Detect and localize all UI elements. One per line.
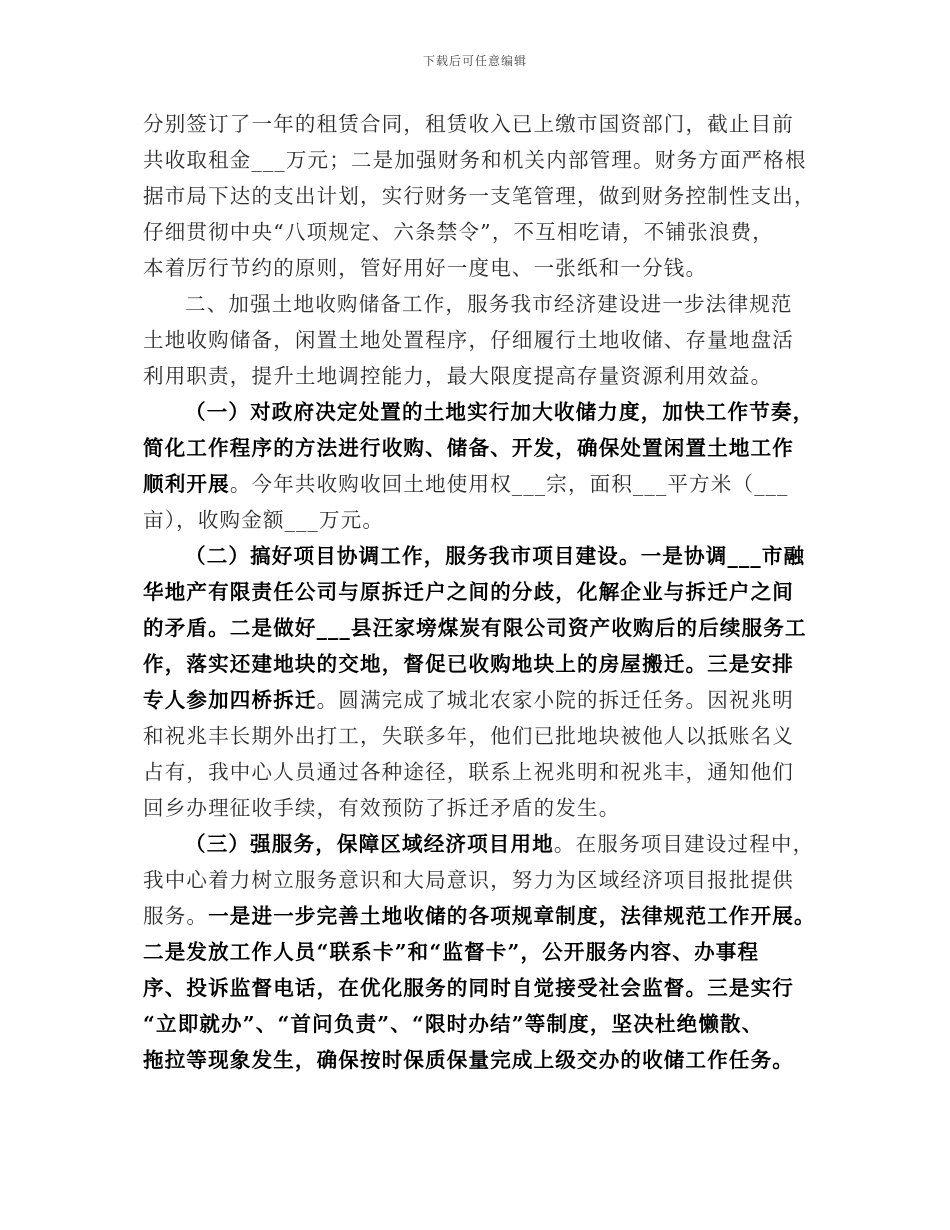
bold-text-run: 简化工作程序的方法进行收购、储备、开发，确保处置闲置土地工作 <box>143 436 794 460</box>
text-line <box>143 970 829 1006</box>
bold-text-run: （二）搞好项目协调工作，服务我市项目建设。一是协调___市融 <box>185 544 806 568</box>
text-line <box>143 430 829 466</box>
text-line <box>143 754 829 790</box>
text-line <box>143 466 829 502</box>
text-line <box>143 394 829 430</box>
text-run: 回乡办理征收手续，有效预防了拆迁矛盾的发生。 <box>143 796 621 820</box>
text-run: 分别签订了一年的租赁合同，租赁收入已上缴市国资部门，截止目前 <box>143 112 794 136</box>
bold-text-run: 序、投诉监督电话，在优化服务的同时自觉接受社会监督。三是实行 <box>143 976 794 1000</box>
text-line <box>143 826 829 862</box>
text-line <box>143 538 829 574</box>
text-run: 。今年共收购收回土地使用权___宗，面积___平方米（___ <box>229 472 789 496</box>
text-line <box>143 214 829 250</box>
text-line <box>143 178 829 214</box>
text-run: 据市局下达的支出计划，实行财务一支笔管理，做到财务控制性支出， <box>143 184 816 208</box>
text-run: 。圆满完成了城北农家小院的拆迁任务。因祝兆明 <box>316 688 795 712</box>
text-run: 服务。 <box>143 904 209 928</box>
bold-text-run: 的矛盾。二是做好___县汪家塝煤炭有限公司资产收购后的后续服务工 <box>143 616 807 640</box>
text-run: 占有，我中心人员通过各种途径，联系上祝兆明和祝兆丰，通知他们 <box>143 760 794 784</box>
text-run: 仔细贯彻中央“八项规定、六条禁令”，不互相吃请，不铺张浪费， <box>143 220 774 244</box>
document-body <box>143 106 829 1078</box>
text-line <box>143 1006 829 1042</box>
text-run: 二、加强土地收购储备工作，服务我市经济建设进一步法律规范 <box>185 292 793 316</box>
text-line <box>143 934 829 970</box>
text-line <box>143 718 829 754</box>
text-line <box>143 574 829 610</box>
text-line <box>143 862 829 898</box>
bold-text-run: 二是发放工作人员“联系卡”和“监督卡”，公开服务内容、办事程 <box>143 940 760 964</box>
text-run: 。在服务项目建设过程中， <box>553 832 815 856</box>
bold-text-run: 华地产有限责任公司与原拆迁户之间的分歧，化解企业与拆迁户之间 <box>143 580 794 604</box>
text-line <box>143 610 829 646</box>
bold-text-run: 拖拉等现象发生，确保按时保质保量完成上级交办的收储工作任务。 <box>143 1048 794 1072</box>
bold-text-run: 一是进一步完善土地收储的各项规章制度，法律规范工作开展。 <box>208 904 816 928</box>
text-line <box>143 322 829 358</box>
text-line <box>143 682 829 718</box>
text-run: 土地收购储备，闲置土地处置程序，仔细履行土地收储、存量地盘活 <box>143 328 794 352</box>
text-line <box>143 646 829 682</box>
text-run: 利用职责，提升土地调控能力，最大限度提高存量资源利用效益。 <box>143 364 773 388</box>
text-line <box>143 1042 829 1078</box>
bold-text-run: 专人参加四桥拆迁 <box>143 688 317 712</box>
text-run: 亩），收购金额___万元。 <box>143 508 385 532</box>
text-line <box>143 286 829 322</box>
text-run: 和祝兆丰长期外出打工，失联多年，他们已批地块被他人以抵账名义 <box>143 724 794 748</box>
text-line <box>143 250 829 286</box>
bold-text-run: （一）对政府决定处置的土地实行加大收储力度，加快工作节奏， <box>185 400 815 424</box>
bold-text-run: 作，落实还建地块的交地，督促已收购地块上的房屋搬迁。三是安排 <box>143 652 794 676</box>
text-run: 共收取租金___万元；二是加强财务和机关内部管理。财务方面严格根 <box>143 148 807 172</box>
text-line <box>143 790 829 826</box>
bold-text-run: （三）强服务，保障区域经济项目用地 <box>185 832 554 856</box>
text-line <box>143 898 829 934</box>
bold-text-run: “立即就办”、“首问负责”、“限时办结”等制度，坚决杜绝懒散、 <box>143 1012 764 1036</box>
text-line <box>143 142 829 178</box>
page-header: 下载后可任意编辑 <box>422 54 527 68</box>
text-line <box>143 106 829 142</box>
text-line <box>143 502 829 538</box>
text-run: 我中心着力树立服务意识和大局意识，努力为区域经济项目报批提供 <box>143 868 794 892</box>
text-line <box>143 358 829 394</box>
text-run: 本着厉行节约的原则，管好用好一度电、一张纸和一分钱。 <box>143 256 708 280</box>
bold-text-run: 顺利开展 <box>143 472 230 496</box>
